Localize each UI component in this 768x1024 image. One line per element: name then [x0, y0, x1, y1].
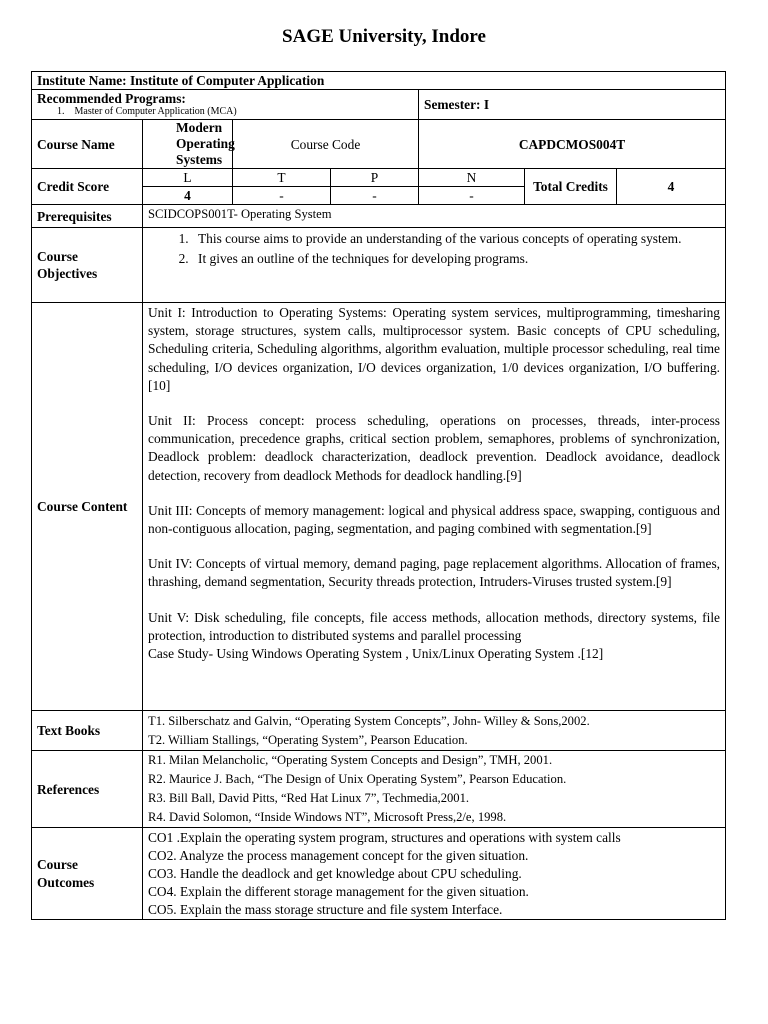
textbook-item: T1. Silberschatz and Galvin, “Operating System Concepts”, John- Willey & Sons,2002. — [148, 713, 590, 728]
outcome-item: CO3. Handle the deadlock and get knowledge about CPU scheduling. — [148, 865, 522, 881]
case-study: Case Study- Using Windows Operating System , Unix/Linux Operating System .[12] — [148, 646, 604, 662]
course-name-label: Course Name — [32, 120, 143, 169]
unit-2: Unit II: Process concept: process scheduling, operations on processes, threads, inter-process communication, precedence graphs, critical section problem, semaphores, problems of synchronization, Deadlock problem: deadlock characterization, deadlock prevention. Deadlock avoidance, deadlock detection, recovery from deadlock Methods for deadlock handling.[9] — [148, 413, 721, 483]
unit-5: Unit V: Disk scheduling, file concepts, file access methods, allocation methods, directory systems, file protection, introduction to distributed systems and parallel processing — [148, 609, 721, 643]
objectives-cell — [143, 228, 726, 303]
credit-header-l: L — [143, 169, 233, 187]
outcome-item: CO4. Explain the different storage management for the given situation. — [148, 883, 529, 899]
textbook-item: T2. William Stallings, “Operating System”, Pearson Education. — [148, 732, 468, 747]
objective-item: 1. This course aims to provide an understanding of the various concepts of operating system. — [192, 229, 720, 249]
total-credits-value: 4 — [617, 169, 726, 205]
unit-3: Unit III: Concepts of memory management: logical and physical address space, swapping, contiguous and non-contiguous allocation, paging, segmentation, and paging combined with segmentation.[9] — [148, 502, 721, 537]
credit-header-t: T — [233, 169, 331, 187]
credit-header-row — [32, 169, 726, 187]
objectives-row — [32, 228, 726, 303]
outcome-item: CO2. Analyze the process management concept for the given situation. — [148, 847, 529, 863]
outcomes-row — [32, 828, 726, 920]
course-row — [32, 120, 726, 169]
course-code-value: CAPDCMOS004T — [419, 120, 726, 169]
prerequisites-label: Prerequisites — [32, 205, 143, 228]
references-label: References — [32, 751, 143, 828]
textbooks-row — [32, 711, 726, 751]
total-credits-label: Total Credits — [525, 169, 617, 205]
references-cell — [143, 751, 726, 828]
outcomes-cell — [143, 828, 726, 920]
outcome-item: CO1 .Explain the operating system program, structures and operations with system calls — [148, 829, 621, 845]
references-row — [32, 751, 726, 828]
credit-header-n: N — [419, 169, 525, 187]
objectives-label: Course Objectives — [32, 228, 143, 303]
document-title: SAGE University, Indore — [282, 26, 486, 47]
outcome-item: CO5. Explain the mass storage structure and file system Interface. — [148, 901, 503, 917]
program-item: 1. Master of Computer Application (MCA) — [57, 105, 237, 117]
content-label: Course Content — [32, 303, 143, 711]
outcomes-label: Course Outcomes — [32, 828, 143, 920]
programs-cell — [32, 90, 419, 120]
credit-header-p: P — [331, 169, 419, 187]
content-cell — [143, 303, 726, 711]
credit-score-label: Credit Score — [32, 169, 143, 205]
unit-4: Unit IV: Concepts of virtual memory, demand paging, page replacement algorithms. Allocation of frames, thrashing, demand segmentation, Security threads protection, Intruders-Viruses trusted system.[9] — [148, 556, 721, 590]
objective-item: 2. It gives an outline of the techniques for developing programs. — [192, 249, 720, 269]
prerequisites-row — [32, 205, 726, 228]
prerequisites-value: SCIDCOPS001T- Operating System — [143, 205, 726, 228]
credit-value-l: 4 — [143, 187, 233, 205]
reference-item: R3. Bill Ball, David Pitts, “Red Hat Linux 7”, Techmedia,2001. — [148, 791, 470, 805]
reference-item: R1. Milan Melancholic, “Operating System Concepts and Design”, TMH, 2001. — [148, 753, 553, 767]
credit-value-t: - — [233, 187, 331, 205]
course-code-label: Course Code — [233, 120, 419, 169]
textbooks-cell — [143, 711, 726, 751]
textbooks-label: Text Books — [32, 711, 143, 751]
semester: Semester: I — [419, 90, 726, 120]
programs-row — [32, 90, 726, 120]
unit-1: Unit I: Introduction to Operating Systems: Operating system services, multiprogramming, timesharing system, storage structures, system calls, multiprocessor system. Basic concepts of CPU scheduling, Scheduling criteria, Scheduling algorithms, algorithm evaluation, multiple processor scheduling, real time scheduling, I/O devices organization, I/O devices organization, 1/0 devices organization, I/O buffering. [10] — [148, 305, 721, 393]
reference-item: R4. David Solomon, “Inside Windows NT”, Microsoft Press,2/e, 1998. — [148, 810, 507, 824]
syllabus-table — [31, 71, 726, 920]
institute-name: Institute Name: Institute of Computer Application — [32, 72, 726, 90]
reference-item: R2. Maurice J. Bach, “The Design of Unix Operating System”, Pearson Education. — [148, 772, 567, 786]
course-name-value: Modern Operating Systems — [143, 120, 233, 169]
credit-value-p: - — [331, 187, 419, 205]
objectives-list — [148, 229, 720, 269]
content-row — [32, 303, 726, 711]
credit-value-n: - — [419, 187, 525, 205]
programs-label: Recommended Programs: — [37, 90, 186, 106]
institute-row — [32, 72, 726, 90]
